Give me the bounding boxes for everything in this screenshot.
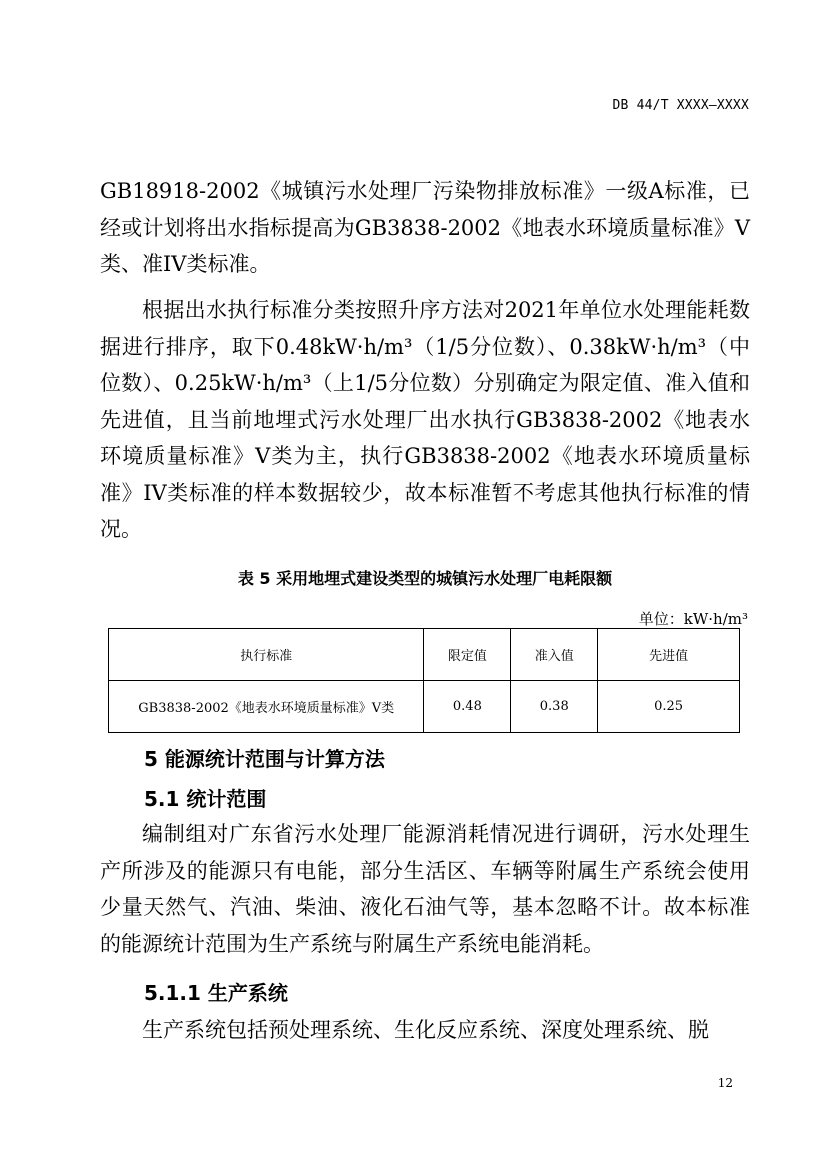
cell-entry-value: 0.38: [511, 681, 598, 733]
paragraph-standards-intro: GB18918-2002《城镇污水处理厂污染物排放标准》一级A标准，已经或计划将出水指标提高为GB3838-2002《地表水环境质量标准》V类、准IV类标准。: [100, 179, 750, 276]
cell-limit-value: 0.48: [424, 681, 511, 733]
table-row: [109, 681, 740, 733]
table-header-row: [109, 629, 740, 681]
header-divider: [100, 118, 750, 119]
column-header-limit-value: 限定值: [424, 629, 511, 681]
section-heading-5-1-1: 5.1.1 生产系统: [144, 981, 288, 1005]
column-header-standard: 执行标准: [109, 629, 424, 681]
section-heading-5-1: 5.1 统计范围: [144, 787, 267, 811]
paragraph-production-system: 生产系统包括预处理系统、生化反应系统、深度处理系统、脱: [142, 1018, 709, 1042]
cell-advanced-value: 0.25: [598, 681, 740, 733]
cell-standard: GB3838-2002《地表水环境质量标准》V类: [109, 681, 424, 733]
paragraph-statistics-scope: 编制组对广东省污水处理厂能源消耗情况进行调研，污水处理生产所涉及的能源只有电能，部分生活区、车辆等附属生产系统会使用少量天然气、汽油、柴油、液化石油气等，基本忽略不计。故本标准的能源统计范围为生产系统与附属生产系统电能消耗。: [100, 822, 750, 956]
page-number: 12: [717, 1076, 733, 1090]
table-unit: 单位：kW·h/m³: [638, 610, 748, 628]
paragraph-ranking-method: 根据出水执行标准分类按照升序方法对2021年单位水处理能耗数据进行排序，取下0.48kW·h/m³（1/5分位数）、0.38kW·h/m³（中位数）、0.25kW·h/m³（上1/5分位数）分别确定为限定值、准入值和先进值，且当前地埋式污水处理厂出水执行GB3838-2002《地表水环境质量标准》V类为主，执行GB3838-2002《地表水环境质量标准》IV类标准的样本数据较少，故本标准暂不考虑其他执行标准的情况。: [100, 298, 750, 541]
column-header-entry-value: 准入值: [511, 629, 598, 681]
column-header-advanced-value: 先进值: [598, 629, 740, 681]
table-caption: 表 5 采用地埋式建设类型的城镇污水处理厂电耗限额: [237, 569, 613, 588]
energy-limit-table: [108, 628, 740, 733]
section-heading-5: 5 能源统计范围与计算方法: [144, 747, 385, 771]
document-code-header: DB 44/T XXXX—XXXX: [612, 98, 749, 113]
